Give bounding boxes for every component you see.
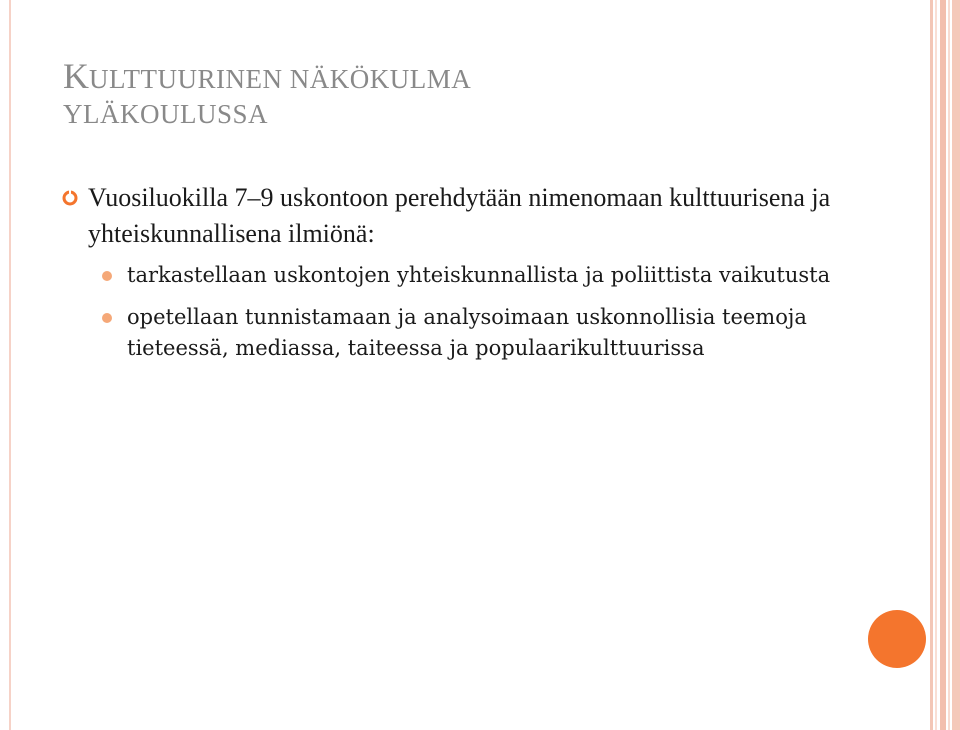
title-line-2: YLÄKOULUSSA (63, 99, 269, 130)
stripe (935, 0, 937, 730)
title-initial: K (63, 56, 89, 96)
sub-bullet-text: opetellaan tunnistamaan ja analysoimaan uskonnollisia teemoja tieteessä, mediassa, taiteessa ja populaarikulttuurissa (127, 305, 807, 360)
sub-bullet-list (62, 260, 862, 364)
dot-bullet-icon (102, 313, 112, 323)
stripe (948, 0, 950, 730)
ring-bullet-icon (62, 190, 78, 206)
orange-circle-ornament (868, 610, 926, 668)
sub-bullet-item (102, 260, 862, 291)
main-bullet-item (62, 180, 862, 252)
slide-title (63, 55, 843, 131)
main-bullet-text: Vuosiluokilla 7–9 uskontoon perehdytään nimenomaan kulttuurisena ja yhteiskunnallisena ilmiönä: (88, 183, 831, 248)
stripe (952, 0, 960, 730)
sub-bullet-text: tarkastellaan uskontojen yhteiskunnallista ja poliittista vaikutusta (127, 263, 831, 287)
sub-bullet-item (102, 302, 862, 364)
slide-content (62, 180, 862, 375)
stripe (930, 0, 933, 730)
title-line-1 (63, 55, 843, 98)
left-decorative-rule (9, 0, 11, 730)
right-decorative-stripes (930, 0, 960, 730)
dot-bullet-icon (102, 271, 112, 281)
title-rest: ULTTUURINEN NÄKÖKULMA (89, 64, 472, 94)
stripe (940, 0, 946, 730)
